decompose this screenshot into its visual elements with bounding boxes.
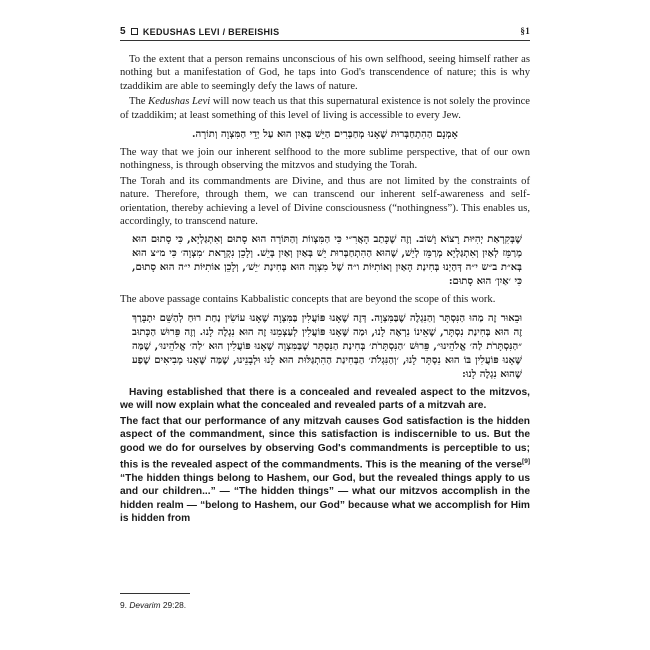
hebrew-quote-2: שֶׁבְּקִרְאַת יְהִיּוּת רָצוֹא וָשׁוֹב. וְזֶה שֶׁכָּתַב הָאֲרִ״י כִּי הַמִּצְווֹת וְהַתּוֹרָה הוּא סָתוּם וְאִתְגַּלְיָא, כִּי סָתוּם הוּא מְרַמֵּז לְאַיִן וְאִתְגַּלְיָא מְרַמֵּז לְיֵשׁ, שֶׁהוּא הַהִתְחַבְּרוּת יֵשׁ בְּאַיִן וְאַיִן בְּיֵשׁ. וְלָכֵן נִקְרָאת ׳מִצְוָה׳ כִּי מ״צ הוּא בְּא״ת ב״ש י״ה דְּהַיְנוּ בְּחִינַת הָאַיִן וְאוֹתִיּוֹת ו״ה שֶׁל מִצְוָה הוּא בְּחִינַת ׳יֵשׁ׳, וְלָכֵן אוֹתִיּוֹת י״ה הוּא סָתוּם, כִּי ׳אַיִן׳ הוּא סָתוּם: (132, 234, 522, 288)
book-page (120, 26, 530, 626)
footnote-ref[interactable]: [9] (522, 457, 530, 465)
book-title-italic: Kedushas Levi (148, 96, 211, 108)
page-number: 5 (120, 26, 126, 37)
header-left (120, 26, 279, 37)
running-header (120, 26, 530, 41)
paragraph-1: To the extent that a person remains unconscious of his own selfhood, seeing himself rather as nothing but a manifestation of God, he taps into God's transcendence of nature; this is why tzaddikim are able to seemingly defy the laws of nature. (120, 54, 530, 92)
footnote-divider (120, 593, 190, 594)
paragraph-6: Having established that there is a concealed and revealed aspect to the mitzvos, we will now explain what the concealed and revealed parts of a mitzvah are. (120, 386, 530, 412)
paragraph-5: The above passage contains Kabbalistic concepts that are beyond the scope of this work. (120, 294, 496, 306)
paragraph-3: The way that we join our inherent selfhood to the more sublime perspective, that of our own nothingness, is through observing the mitzvos and studying the Torah. (120, 147, 530, 172)
hebrew-quote-1: אָמְנָם הַהִתְחַבְּרוּת שֶׁאָנוּ מְחַבְּרִים הַיֵּשׁ בְּאַיִן הוּא עַל יְדֵי הַמִּצְוָה וְתוֹרָה. (192, 129, 458, 141)
running-title: KEDUSHAS LEVI / BEREISHIS (142, 26, 280, 37)
paragraph-7 (120, 415, 530, 526)
footnote (120, 600, 186, 610)
footnote-book: Devarim (129, 600, 161, 610)
page-body (120, 53, 530, 525)
paragraph-7-a: The fact that our performance of any mitzvah causes God satisfaction is the hidden aspect of the commandment, since this satisfaction is indiscernible to us. But the good we do for ourselves by observing God's commandments is perceptible to us; this is the revealed aspect of the commandments. This is the meaning of the verse (120, 415, 530, 471)
paragraph-2-pre: The (129, 96, 149, 108)
footnote-ref-text: 29:28. (162, 600, 187, 610)
paragraph-2-post: will now teach us that this supernatural existence is not solely the province of tzaddikim; at least something of this level of living is accessible to every Jew. (120, 96, 531, 121)
square-ornament-icon (131, 28, 138, 35)
paragraph-7-b: “The hidden things belong to Hashem, our God, but the revealed things apply to us and our children...” — “The hidden things” — what our mitzvos accomplish in the hidden realm — “belong to Hashem, our God” because what we accomplish for Him is hidden from (120, 472, 530, 524)
footnote-number: 9. (120, 600, 127, 610)
paragraph-4: The Torah and its commandments are Divine, and thus are not limited by the constraints of nature. Therefore, through them, we can transcend our inherent self-awareness and self-orientation, thereby achieving a level of Divine consciousness (“nothingness”). This enables us, accordingly, to transcend nature. (120, 175, 530, 228)
hebrew-quote-3: וּבֵאוּר זֶה מַהוּ הַנִּסְתָּר וְהַנִּגְלֶה שֶׁבַּמִּצְוָה. דְּזֶה שֶׁאָנוּ פּוֹעֲלִין בַּמִּצְוָה שֶׁאָנוּ עוֹשִׂין נַחַת רוּחַ לְהַשֵּׁם יִתְבָּרַךְ זֶה הוּא בְּחִינַת נִסְתָּר, שֶׁאֵינוֹ נִרְאֶה לָנוּ, וּמַה שֶּׁאָנוּ פּוֹעֲלִין לְעַצְמֵנוּ זֶה הוּא נִגְלֶה לָנוּ. וְזֶה פֵּרוּשׁ הַכָּתוּב ״הַנִּסְתָּרֹת לַה׳ אֱלֹהֵינוּ״, פֵּרוּשׁ ׳הַנִּסְתָּרֹת׳ בְּחִינַת הַנִּסְתָּר שֶׁבַּמִּצְוָה שֶׁאָנוּ פּוֹעֲלִין הוּא ׳לַה׳ אֱלֹהֵינוּ׳, שֶׁמַּה שֶּׁאָנוּ פּוֹעֲלִין בּוֹ הוּא נִסְתָּר לָנוּ, ׳וְהַנִּגְלֹת׳ הַבְּחִינַת הַהִתְגַּלּוּת הוּא לָנוּ וּלְבָנֵינוּ, שֶׁמַּה שֶּׁאָנוּ מְבִיאִים שֶׁפַע שֶׁהוּא נִגְלֶה לָנוּ: (132, 312, 522, 380)
section-marker: §1 (520, 26, 530, 36)
paragraph-2 (120, 95, 530, 122)
